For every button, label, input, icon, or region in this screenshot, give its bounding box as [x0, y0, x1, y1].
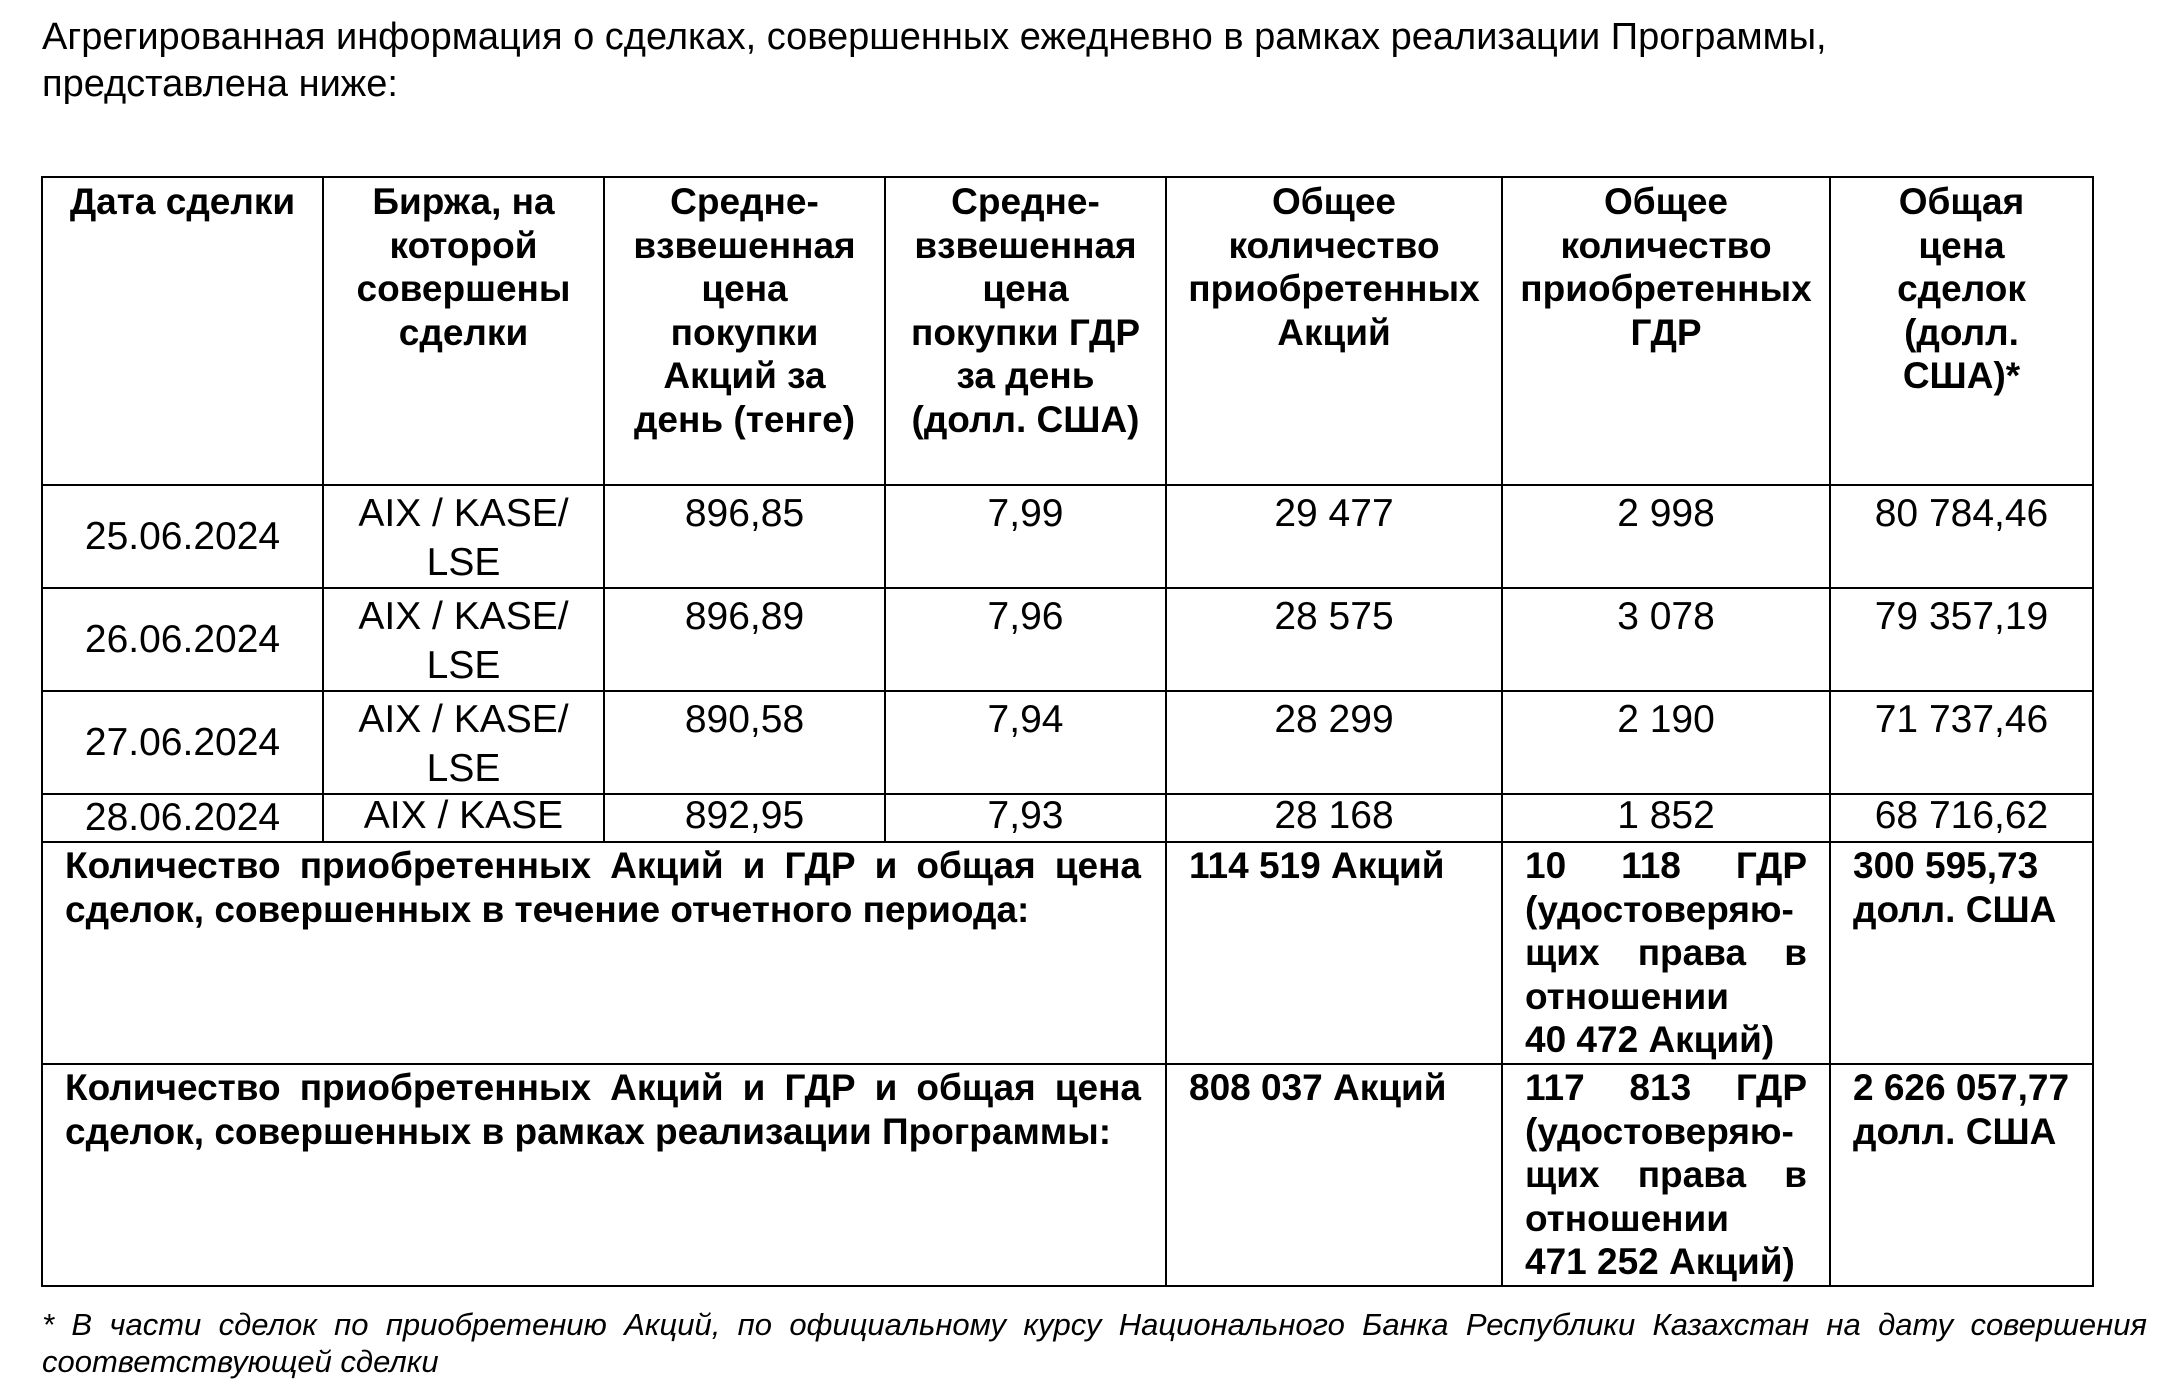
summary-period-label: Количество приобретенных Акций и ГДР и общая цена сделок, совершенных в течение отчетного периода: [42, 842, 1166, 1064]
cell-shares-qty: 28 575 [1166, 588, 1502, 691]
cell-gdr-qty: 1 852 [1502, 794, 1830, 842]
cell-gdr-price: 7,93 [885, 794, 1166, 842]
summary-program-label: Количество приобретенных Акций и ГДР и общая цена сделок, совершенных в рамках реализации Программы: [42, 1064, 1166, 1286]
cell-exchange [323, 485, 604, 588]
cell-date: 27.06.2024 [42, 691, 323, 794]
header-line: сделок [1897, 268, 2026, 309]
cell-total: 80 784,46 [1830, 485, 2093, 588]
header-line: взвешенная [914, 224, 1137, 266]
summary-program-shares: 808 037 Акций [1166, 1064, 1502, 1286]
exchange-line-1: AIX / KASE/ [358, 595, 569, 638]
header-line: ГДР [1630, 311, 1702, 353]
exchange-line-1: AIX / KASE/ [358, 698, 569, 741]
gdr-line: отношении [1525, 1197, 1730, 1239]
table-row [42, 588, 2093, 691]
header-line: Общая [1898, 181, 2025, 222]
cell-gdr-qty: 3 078 [1502, 588, 1830, 691]
exchange-line-2: LSE [426, 747, 501, 790]
header-line: Биржа, на [372, 181, 555, 222]
cell-share-price: 890,58 [604, 691, 885, 794]
header-line: США)* [1902, 355, 2021, 396]
cell-total: 71 737,46 [1830, 691, 2093, 794]
table-header-row [42, 177, 2093, 485]
header-gdr-price [885, 177, 1166, 485]
gdr-line: 40 472 Акций) [1525, 1019, 1775, 1060]
header-line: Средне- [670, 181, 819, 222]
cell-gdr-qty: 2 190 [1502, 691, 1830, 794]
cell-shares-qty: 28 168 [1166, 794, 1502, 842]
header-line: цена [1918, 224, 2005, 266]
cell-shares-qty: 28 299 [1166, 691, 1502, 794]
header-line: цена [701, 268, 788, 309]
header-line: Общее [1603, 181, 1728, 222]
cell-shares-qty: 29 477 [1166, 485, 1502, 588]
summary-program-row [42, 1064, 2093, 1286]
header-line: количество [1228, 224, 1440, 266]
total-line-1: 300 595,73 [1853, 845, 2039, 886]
intro-line-1: Агрегированная информация о сделках, совершенных ежедневно в рамках реализации Программы, [42, 16, 1827, 58]
summary-period-shares: 114 519 Акций [1166, 842, 1502, 1064]
cell-share-price: 896,85 [604, 485, 885, 588]
cell-gdr-price: 7,94 [885, 691, 1166, 794]
header-line: покупки ГДР [910, 311, 1141, 353]
exchange-line-2: LSE [426, 644, 501, 687]
total-line-1: 2 626 057,77 [1853, 1067, 2070, 1108]
total-line-2: долл. США [1853, 1110, 2057, 1152]
header-date [42, 177, 323, 485]
gdr-line: (удостоверяю- [1525, 1110, 1794, 1152]
exchange-line-1: AIX / KASE/ [358, 492, 569, 535]
header-gdr-qty [1502, 177, 1830, 485]
header-shares-qty [1166, 177, 1502, 485]
cell-exchange [323, 588, 604, 691]
gdr-line: 10 118 ГДР [1525, 845, 1807, 886]
summary-period-row [42, 842, 2093, 1064]
header-total [1830, 177, 2093, 485]
summary-period-gdr [1502, 842, 1830, 1064]
cell-total: 79 357,19 [1830, 588, 2093, 691]
gdr-line: щих права в [1525, 1154, 1807, 1195]
cell-exchange [323, 691, 604, 794]
header-line: день (тенге) [633, 398, 856, 440]
header-line: приобретенных [1520, 268, 1812, 309]
cell-share-price: 896,89 [604, 588, 885, 691]
intro-paragraph [42, 14, 2147, 108]
transactions-table [41, 176, 2094, 1287]
total-line-2: долл. США [1853, 888, 2057, 930]
summary-period-total [1830, 842, 2093, 1064]
header-line: Общее [1271, 181, 1396, 222]
cell-gdr-qty: 2 998 [1502, 485, 1830, 588]
header-line: цена [982, 268, 1069, 309]
header-line: совершены [356, 268, 571, 309]
header-line: Акций за [663, 355, 826, 396]
header-line: количество [1560, 224, 1772, 266]
cell-gdr-price: 7,99 [885, 485, 1166, 588]
header-line: Акций [1277, 311, 1391, 353]
cell-date: 26.06.2024 [42, 588, 323, 691]
header-line: которой [389, 224, 538, 266]
gdr-line: (удостоверяю- [1525, 888, 1794, 930]
cell-date: 28.06.2024 [42, 794, 323, 842]
cell-share-price: 892,95 [604, 794, 885, 842]
header-line: (долл. США) [911, 398, 1140, 440]
header-line: за день [956, 355, 1095, 396]
header-line: Средне- [951, 181, 1100, 222]
header-line: покупки [670, 311, 819, 353]
gdr-line: щих права в [1525, 932, 1807, 973]
table-row [42, 485, 2093, 588]
table-row [42, 794, 2093, 842]
header-line: (долл. [1904, 311, 2019, 353]
exchange-line-2: LSE [426, 541, 501, 584]
cell-gdr-price: 7,96 [885, 588, 1166, 691]
cell-total: 68 716,62 [1830, 794, 2093, 842]
gdr-line: 471 252 Акций) [1525, 1241, 1795, 1282]
header-line: приобретенных [1188, 268, 1480, 309]
table-row [42, 691, 2093, 794]
footnote: * В части сделок по приобретению Акций, по официальному курсу Национального Банка Республики Казахстан на дату совершения соответствующей сделки [42, 1307, 2147, 1379]
header-exchange [323, 177, 604, 485]
cell-exchange: AIX / KASE [323, 794, 604, 842]
summary-program-total [1830, 1064, 2093, 1286]
intro-line-2: представлена ниже: [42, 63, 398, 105]
header-line: взвешенная [633, 224, 856, 266]
summary-program-gdr [1502, 1064, 1830, 1286]
header-share-price [604, 177, 885, 485]
header-line: Дата сделки [69, 181, 296, 222]
header-line: сделки [398, 311, 529, 353]
gdr-line: отношении [1525, 975, 1730, 1017]
cell-date: 25.06.2024 [42, 485, 323, 588]
gdr-line: 117 813 ГДР [1525, 1067, 1807, 1108]
